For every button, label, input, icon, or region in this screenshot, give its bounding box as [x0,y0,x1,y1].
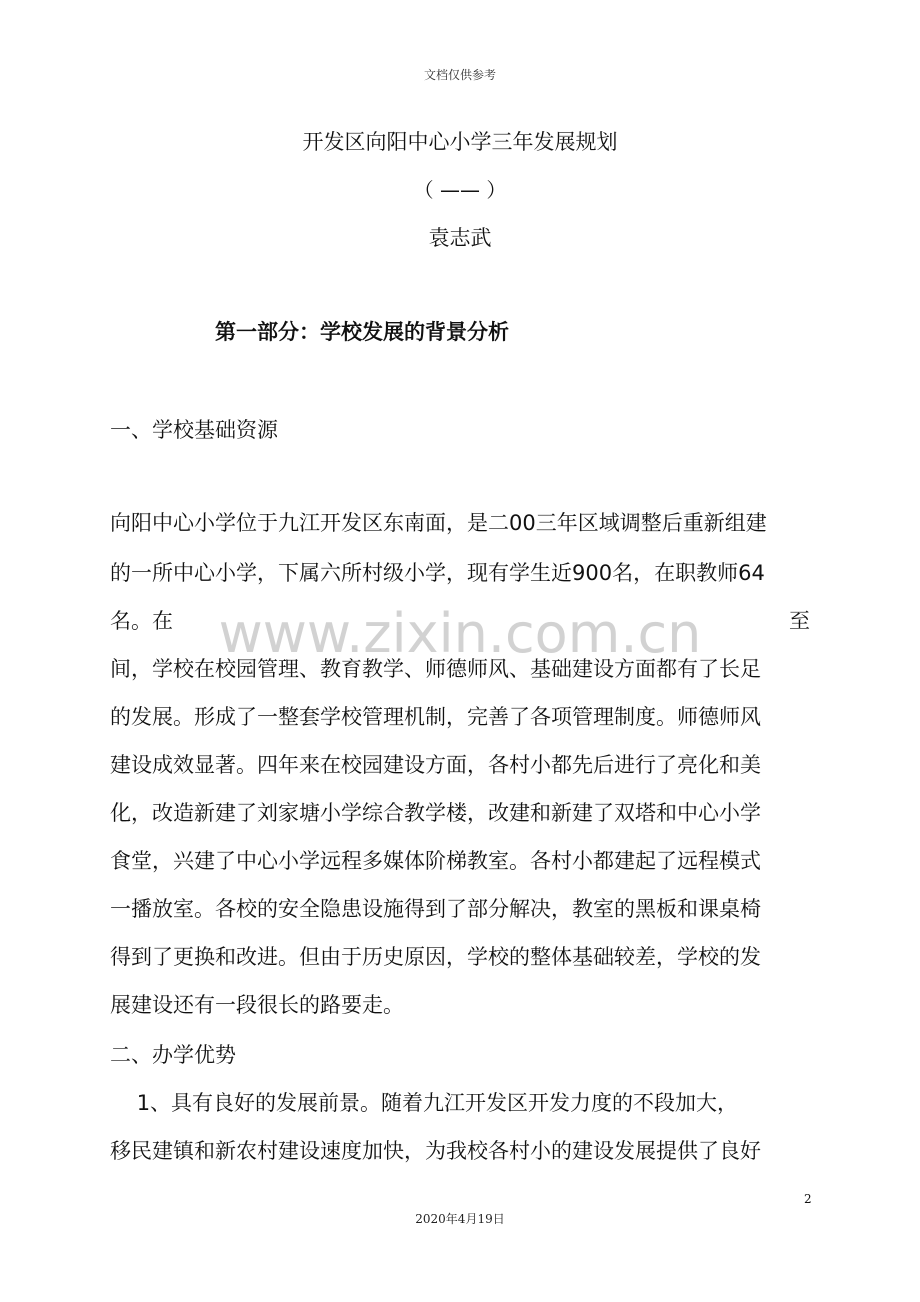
paragraph-line: 的一所中心小学，下属六所村级小学，现有学生近900名，在职教师64 [110,561,765,585]
paragraph-line: 移民建镇和新农村建设速度加快，为我校各村小的建设发展提供了良好 [110,1139,761,1163]
document-title: 开发区向阳中心小学三年发展规划 [302,130,618,154]
footer-date: 2020年4月19日 [415,1212,505,1226]
part-heading: 第一部分：学校发展的背景分析 [215,320,509,344]
section-heading-basic-resources: 一、学校基础资源 [110,418,278,442]
paragraph-line-right: 至 [789,609,810,633]
paragraph-line: 食堂，兴建了中心小学远程多媒体阶梯教室。各村小都建起了远程模式 [110,849,761,873]
paragraph-line: 化，改造新建了刘家塘小学综合教学楼，改建和新建了双塔和中心小学 [110,801,761,825]
paragraph-line: 向阳中心小学位于九江开发区东南面，是二00三年区域调整后重新组建 [110,511,767,535]
page-number: 2 [804,1192,812,1206]
section-heading-advantages: 二、办学优势 [110,1043,236,1067]
paragraph-line: 间，学校在校园管理、教育教学、师德师风、基础建设方面都有了长足 [110,657,761,681]
paragraph-line: 展建设还有一段很长的路要走。 [110,993,404,1017]
paragraph-line: 一播放室。各校的安全隐患设施得到了部分解决，教室的黑板和课桌椅 [110,897,761,921]
header-note: 文档仅供参考 [423,68,496,82]
watermark: www.zixin.com.cn [218,602,702,665]
paragraph-line: 建设成效显著。四年来在校园建设方面，各村小都先后进行了亮化和美 [110,753,761,777]
paragraph-line: 的发展。形成了一整套学校管理机制，完善了各项管理制度。师德师风 [110,705,761,729]
paragraph-line: 得到了更换和改进。但由于历史原因，学校的整体基础较差，学校的发 [110,945,761,969]
author-name: 袁志武 [428,226,492,250]
title-parenthesis: （ —— ） [413,178,507,202]
paragraph-line-left: 名。在 [110,609,173,633]
paragraph-line: 1、具有良好的发展前景。随着九江开发区开发力度的不段加大， [110,1091,739,1115]
